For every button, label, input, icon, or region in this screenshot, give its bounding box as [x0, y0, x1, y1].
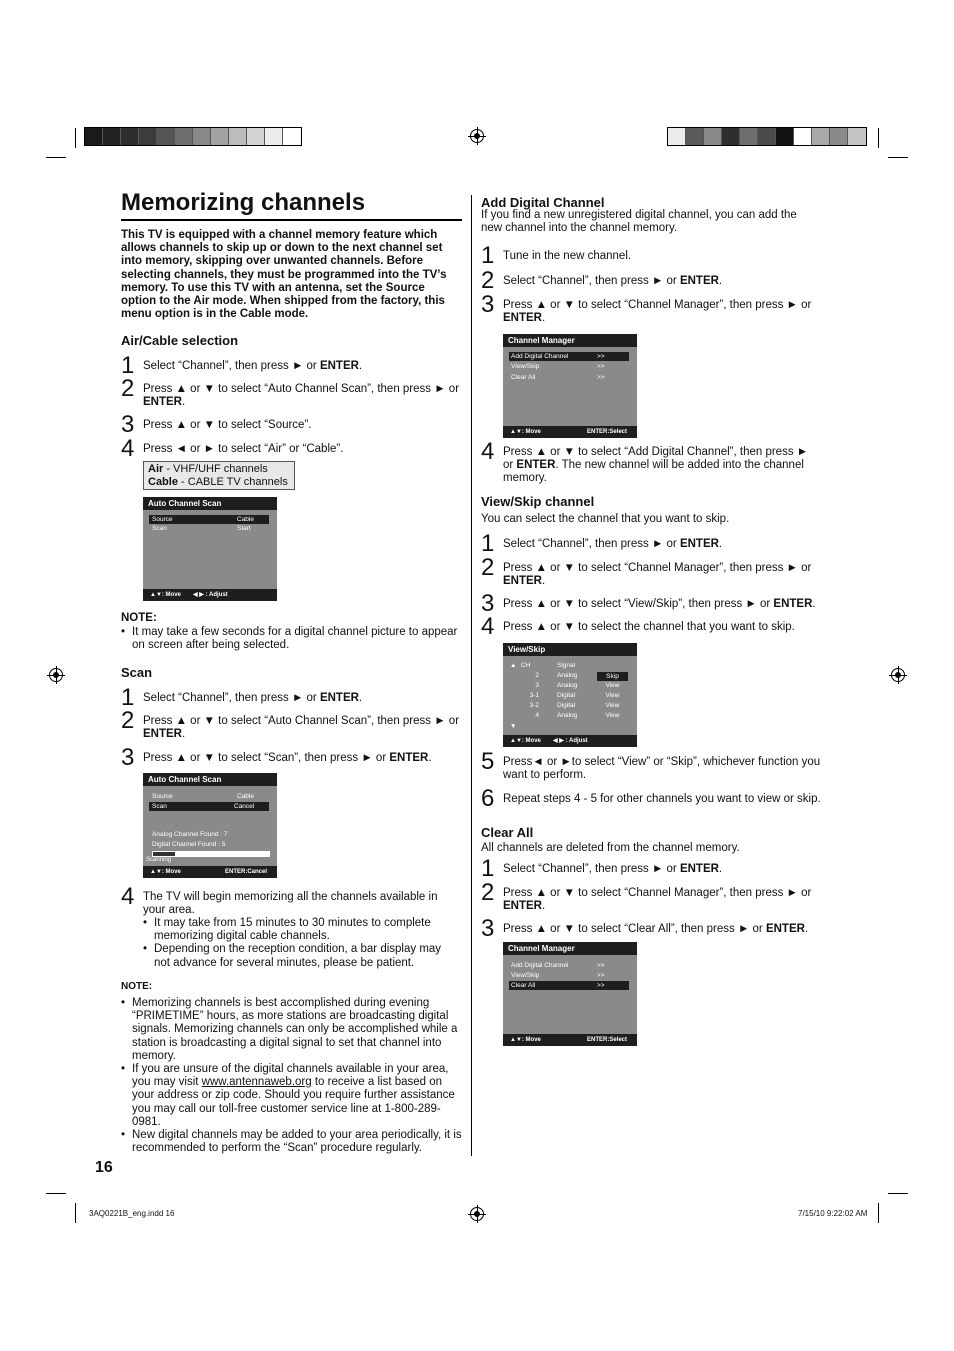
color-swatch-bar-right [667, 127, 867, 146]
scan-note-2: • If you are unsure of the digital channels available in your area, you may visit www.antennaweb.org to receive a list based on your address or zip code. Should you require further assistance you may call our toll-free customer service line at 1-800-289-0981. [121, 1063, 463, 1129]
note-heading: NOTE: [121, 612, 157, 624]
scan-step-4-bullets: • It may take from 15 minutes to 30 minutes to complete memorizing digital cable channels. • Depending on the reception condition, a bar display may not advance for several minutes, please be patient. [143, 917, 453, 970]
scan-note-heading: NOTE: [121, 981, 153, 992]
osd-row-clear-all: Clear All >> [511, 374, 605, 381]
page-title: Memorizing channels [121, 189, 366, 216]
osd-row-scan: Scan Cancel [149, 802, 269, 811]
swatch-left-11 [283, 128, 301, 145]
scan-note-1: • Memorizing channels is best accomplished during evening “PRIMETIME” hours, as more stations are broadcasting digital signals. Memorizing channels can only be accomplished while a station is broadcasting a digital signal to set that channel into memory. [121, 997, 463, 1063]
osd-row-view-skip: View/Skip >> [511, 363, 605, 370]
registration-mark-icon [49, 668, 63, 682]
osd-channel-number: 3-1 [529, 692, 539, 699]
title-rule [121, 219, 462, 221]
crop-mark [878, 1203, 879, 1223]
crop-mark [75, 128, 76, 148]
crop-mark [878, 128, 879, 148]
add-digital-intro: If you find a new unregistered digital channel, you can add the new channel into the channel memory. [481, 209, 797, 235]
swatch-right-2 [704, 128, 722, 145]
crop-mark [46, 157, 66, 158]
swatch-left-8 [229, 128, 247, 145]
osd-channel-signal: Digital [557, 692, 576, 699]
osd-title: Channel Manager [503, 942, 637, 955]
osd-footer: ▲▼: Move ENTER:Select [503, 1034, 637, 1046]
swatch-left-3 [139, 128, 157, 145]
swatch-right-4 [740, 128, 758, 145]
osd-channel-state: View [605, 702, 620, 709]
swatch-right-1 [686, 128, 704, 145]
osd-view-skip [503, 643, 637, 747]
swatch-right-10 [848, 128, 866, 145]
osd-row-clear-all: Clear All >> [509, 981, 629, 990]
column-divider [471, 195, 472, 1156]
osd-channel-manager-2 [503, 942, 637, 1046]
clear-all-intro: All channels are deleted from the channel memory. [481, 842, 740, 854]
scan-heading: Scan [121, 665, 153, 680]
osd-auto-channel-scan-1 [143, 497, 277, 601]
swatch-right-5 [758, 128, 776, 145]
swatch-left-6 [193, 128, 211, 145]
osd-title: Auto Channel Scan [143, 773, 277, 786]
footer-file-info: 3AQ0221B_eng.indd 16 [89, 1209, 175, 1218]
osd-channel-row [503, 692, 637, 701]
osd-down-arrow-icon: ▼ [510, 723, 517, 730]
swatch-left-0 [85, 128, 103, 145]
osd-title: View/Skip [503, 643, 637, 656]
osd-channel-manager-1 [503, 334, 637, 438]
add-digital-heading: Add Digital Channel [481, 195, 605, 210]
osd-channel-signal: Digital [557, 702, 576, 709]
swatch-left-10 [265, 128, 283, 145]
view-skip-intro: You can select the channel that you want to skip. [481, 513, 730, 525]
view-skip-heading: View/Skip channel [481, 494, 595, 509]
swatch-right-3 [722, 128, 740, 145]
registration-mark-icon [470, 1207, 484, 1221]
osd-channel-signal: Analog [557, 682, 578, 689]
osd-digital-found: Digital Channel Found : 5 [152, 841, 226, 848]
swatch-right-9 [830, 128, 848, 145]
air-cable-heading: Air/Cable selection [121, 333, 239, 348]
osd-title: Auto Channel Scan [143, 497, 277, 510]
osd-channel-number: 3-2 [529, 702, 539, 709]
osd-channel-signal: Analog [557, 672, 578, 679]
crop-mark [888, 1193, 908, 1194]
osd-channel-number: 4 [535, 712, 539, 719]
osd-row-source: Source Cable [149, 515, 269, 524]
osd-channel-row [503, 702, 637, 711]
swatch-left-9 [247, 128, 265, 145]
swatch-right-8 [812, 128, 830, 145]
scan-note-3: • New digital channels may be added to your area periodically, it is recommended to perform the “Scan” procedure regularly. [121, 1129, 463, 1155]
osd-channel-state: View [605, 692, 620, 699]
swatch-right-7 [794, 128, 812, 145]
air-cable-note: • It may take a few seconds for a digital channel picture to appear on screen after being selected. [121, 626, 463, 652]
color-swatch-bar-left [84, 127, 302, 146]
osd-row-add-digital: Add Digital Channel >> [511, 962, 605, 969]
osd-channel-row [503, 672, 637, 681]
osd-channel-state: View [605, 712, 620, 719]
osd-col-ch: CH [521, 662, 531, 669]
osd-col-signal: Signal [557, 662, 576, 669]
swatch-right-0 [668, 128, 686, 145]
swatch-left-4 [157, 128, 175, 145]
osd-footer: ▲▼: Move ◀ ▶ : Adjust [143, 589, 277, 601]
swatch-left-5 [175, 128, 193, 145]
osd-scanning-label: Scanning [146, 857, 172, 863]
osd-row-add-digital: Add Digital Channel >> [509, 352, 629, 361]
osd-channel-row [503, 712, 637, 721]
swatch-left-2 [121, 128, 139, 145]
swatch-left-1 [103, 128, 121, 145]
osd-auto-channel-scan-2 [143, 773, 277, 878]
antennaweb-link[interactable]: www.antennaweb.org [201, 1076, 312, 1089]
intro-paragraph: This TV is equipped with a channel memory feature which allows channels to skip up or down to the next channel set into memory, skipping over unwanted channels. Before selecting channels, they must be programmed into the TV’s memory. To use this TV with an antenna, set the Source option to the Air mode. When shipped from the factory, this menu option is in the Cable mode. [121, 229, 447, 321]
osd-footer: ▲▼: Move ENTER:Cancel [143, 866, 277, 878]
swatch-right-6 [776, 128, 794, 145]
osd-channel-row [503, 682, 637, 691]
air-cable-info-box: Air - VHF/UHF channels Cable - CABLE TV channels [143, 461, 295, 490]
osd-footer: ▲▼: Move ◀ ▶ : Adjust [503, 735, 637, 747]
osd-footer: ▲▼: Move ENTER:Select [503, 426, 637, 438]
registration-mark-icon [891, 668, 905, 682]
osd-channel-state: Skip [597, 672, 628, 681]
swatch-left-7 [211, 128, 229, 145]
crop-mark [46, 1193, 66, 1194]
crop-mark [888, 157, 908, 158]
osd-channel-state: View [605, 682, 620, 689]
page-number: 16 [95, 1159, 113, 1176]
footer-timestamp: 7/15/10 9:22:02 AM [798, 1209, 868, 1218]
scan-notes [121, 997, 463, 1155]
osd-row-scan: Scan Start [152, 525, 251, 532]
clear-all-heading: Clear All [481, 825, 534, 840]
osd-row-view-skip: View/Skip >> [511, 972, 605, 979]
osd-channel-number: 3 [535, 682, 539, 689]
osd-title: Channel Manager [503, 334, 637, 347]
registration-mark-icon [470, 129, 484, 143]
osd-channel-signal: Analog [557, 712, 578, 719]
osd-row-source: Source Cable [152, 793, 254, 800]
crop-mark [75, 1203, 76, 1223]
osd-up-arrow-icon: ▲ [510, 662, 517, 669]
osd-analog-found: Analog Channel Found : 7 [152, 831, 228, 838]
osd-channel-number: 2 [535, 672, 539, 679]
